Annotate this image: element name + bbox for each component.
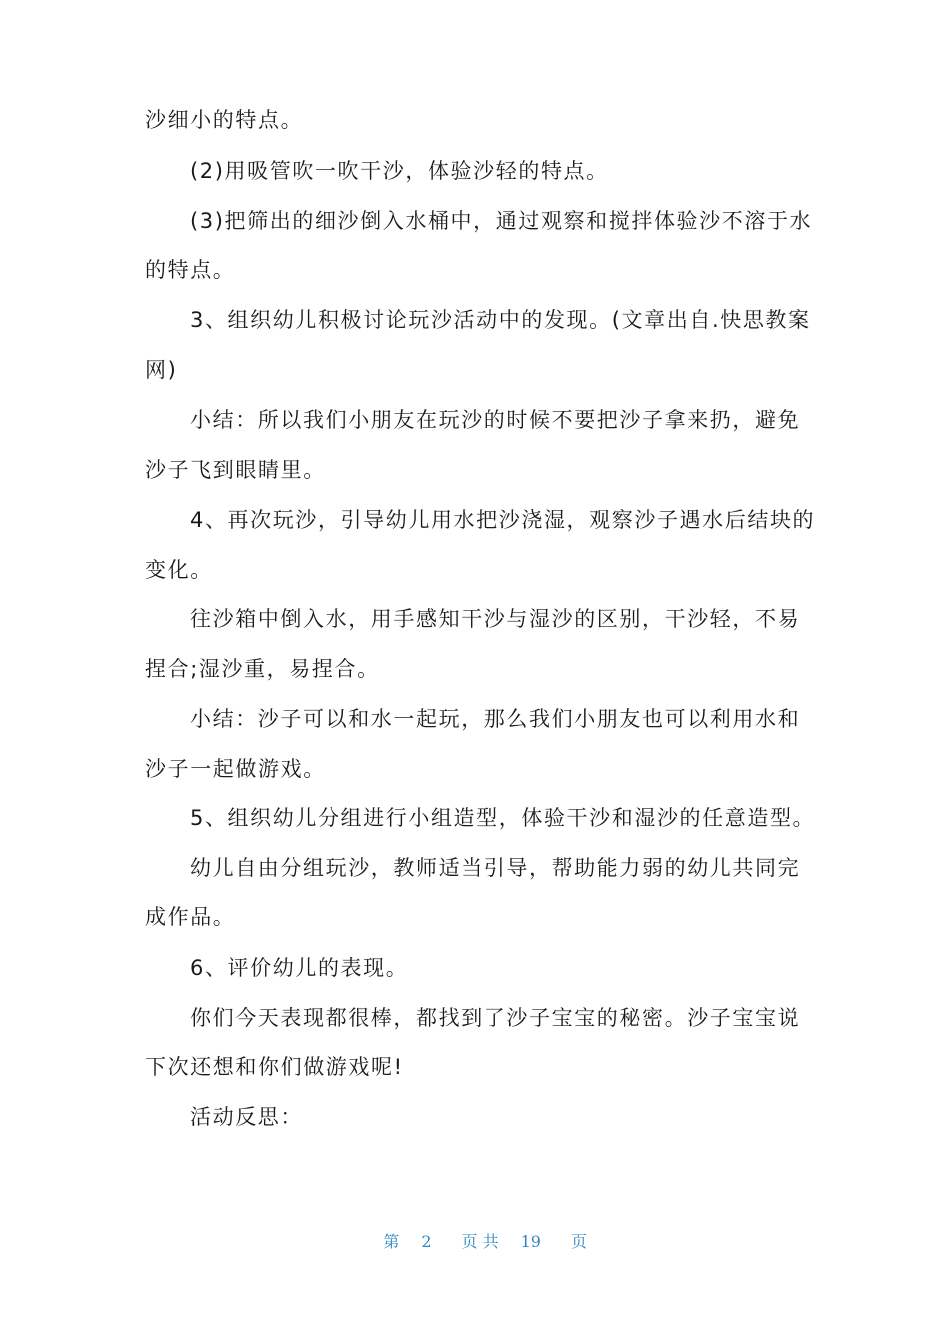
- page-footer: [0, 1210, 950, 1271]
- paragraph-line: 捏合;湿沙重，易捏合。: [145, 657, 380, 681]
- paragraph-line: 网): [145, 358, 178, 382]
- paragraph-line: 6、评价幼儿的表现。: [190, 956, 409, 980]
- footer-label-ye-gong: 页 共: [461, 1232, 499, 1251]
- paragraph-line: 幼儿自由分组玩沙，教师适当引导，帮助能力弱的幼儿共同完: [190, 856, 801, 880]
- paragraph-line: 小结：所以我们小朋友在玩沙的时候不要把沙子拿来扔，避免: [190, 408, 801, 432]
- footer-label-ye: 页: [570, 1232, 587, 1251]
- footer-page-total: 19: [520, 1232, 541, 1251]
- paragraph-line: 4、再次玩沙，引导幼儿用水把沙浇湿，观察沙子遇水后结块的: [190, 508, 816, 532]
- footer-label-di: 第: [383, 1232, 400, 1251]
- paragraph-line: 的特点。: [145, 258, 236, 282]
- footer-page-current: 2: [421, 1232, 432, 1251]
- paragraph-line: 小结：沙子可以和水一起玩，那么我们小朋友也可以利用水和: [190, 707, 801, 731]
- paragraph-line: 5、组织幼儿分组进行小组造型，体验干沙和湿沙的任意造型。: [190, 806, 816, 830]
- paragraph-line: 下次还想和你们做游戏呢!: [145, 1055, 404, 1079]
- paragraph-line: 活动反思：: [190, 1105, 303, 1129]
- paragraph-line: 沙子一起做游戏。: [145, 757, 326, 781]
- paragraph-line: 成作品。: [145, 905, 236, 929]
- paragraph-line: 3、组织幼儿积极讨论玩沙活动中的发现。(文章出自.快思教案: [190, 308, 811, 332]
- paragraph-line: (3)把筛出的细沙倒入水桶中，通过观察和搅拌体验沙不溶于水: [190, 209, 813, 233]
- paragraph-line: 沙子飞到眼睛里。: [145, 458, 326, 482]
- paragraph-line: 往沙箱中倒入水，用手感知干沙与湿沙的区别，干沙轻，不易: [190, 607, 801, 631]
- paragraph-line: 沙细小的特点。: [145, 108, 304, 132]
- paragraph-line: 变化。: [145, 558, 213, 582]
- paragraph-line: 你们今天表现都很棒，都找到了沙子宝宝的秘密。沙子宝宝说: [190, 1006, 801, 1030]
- paragraph-line: (2)用吸管吹一吹干沙，体验沙轻的特点。: [190, 159, 609, 183]
